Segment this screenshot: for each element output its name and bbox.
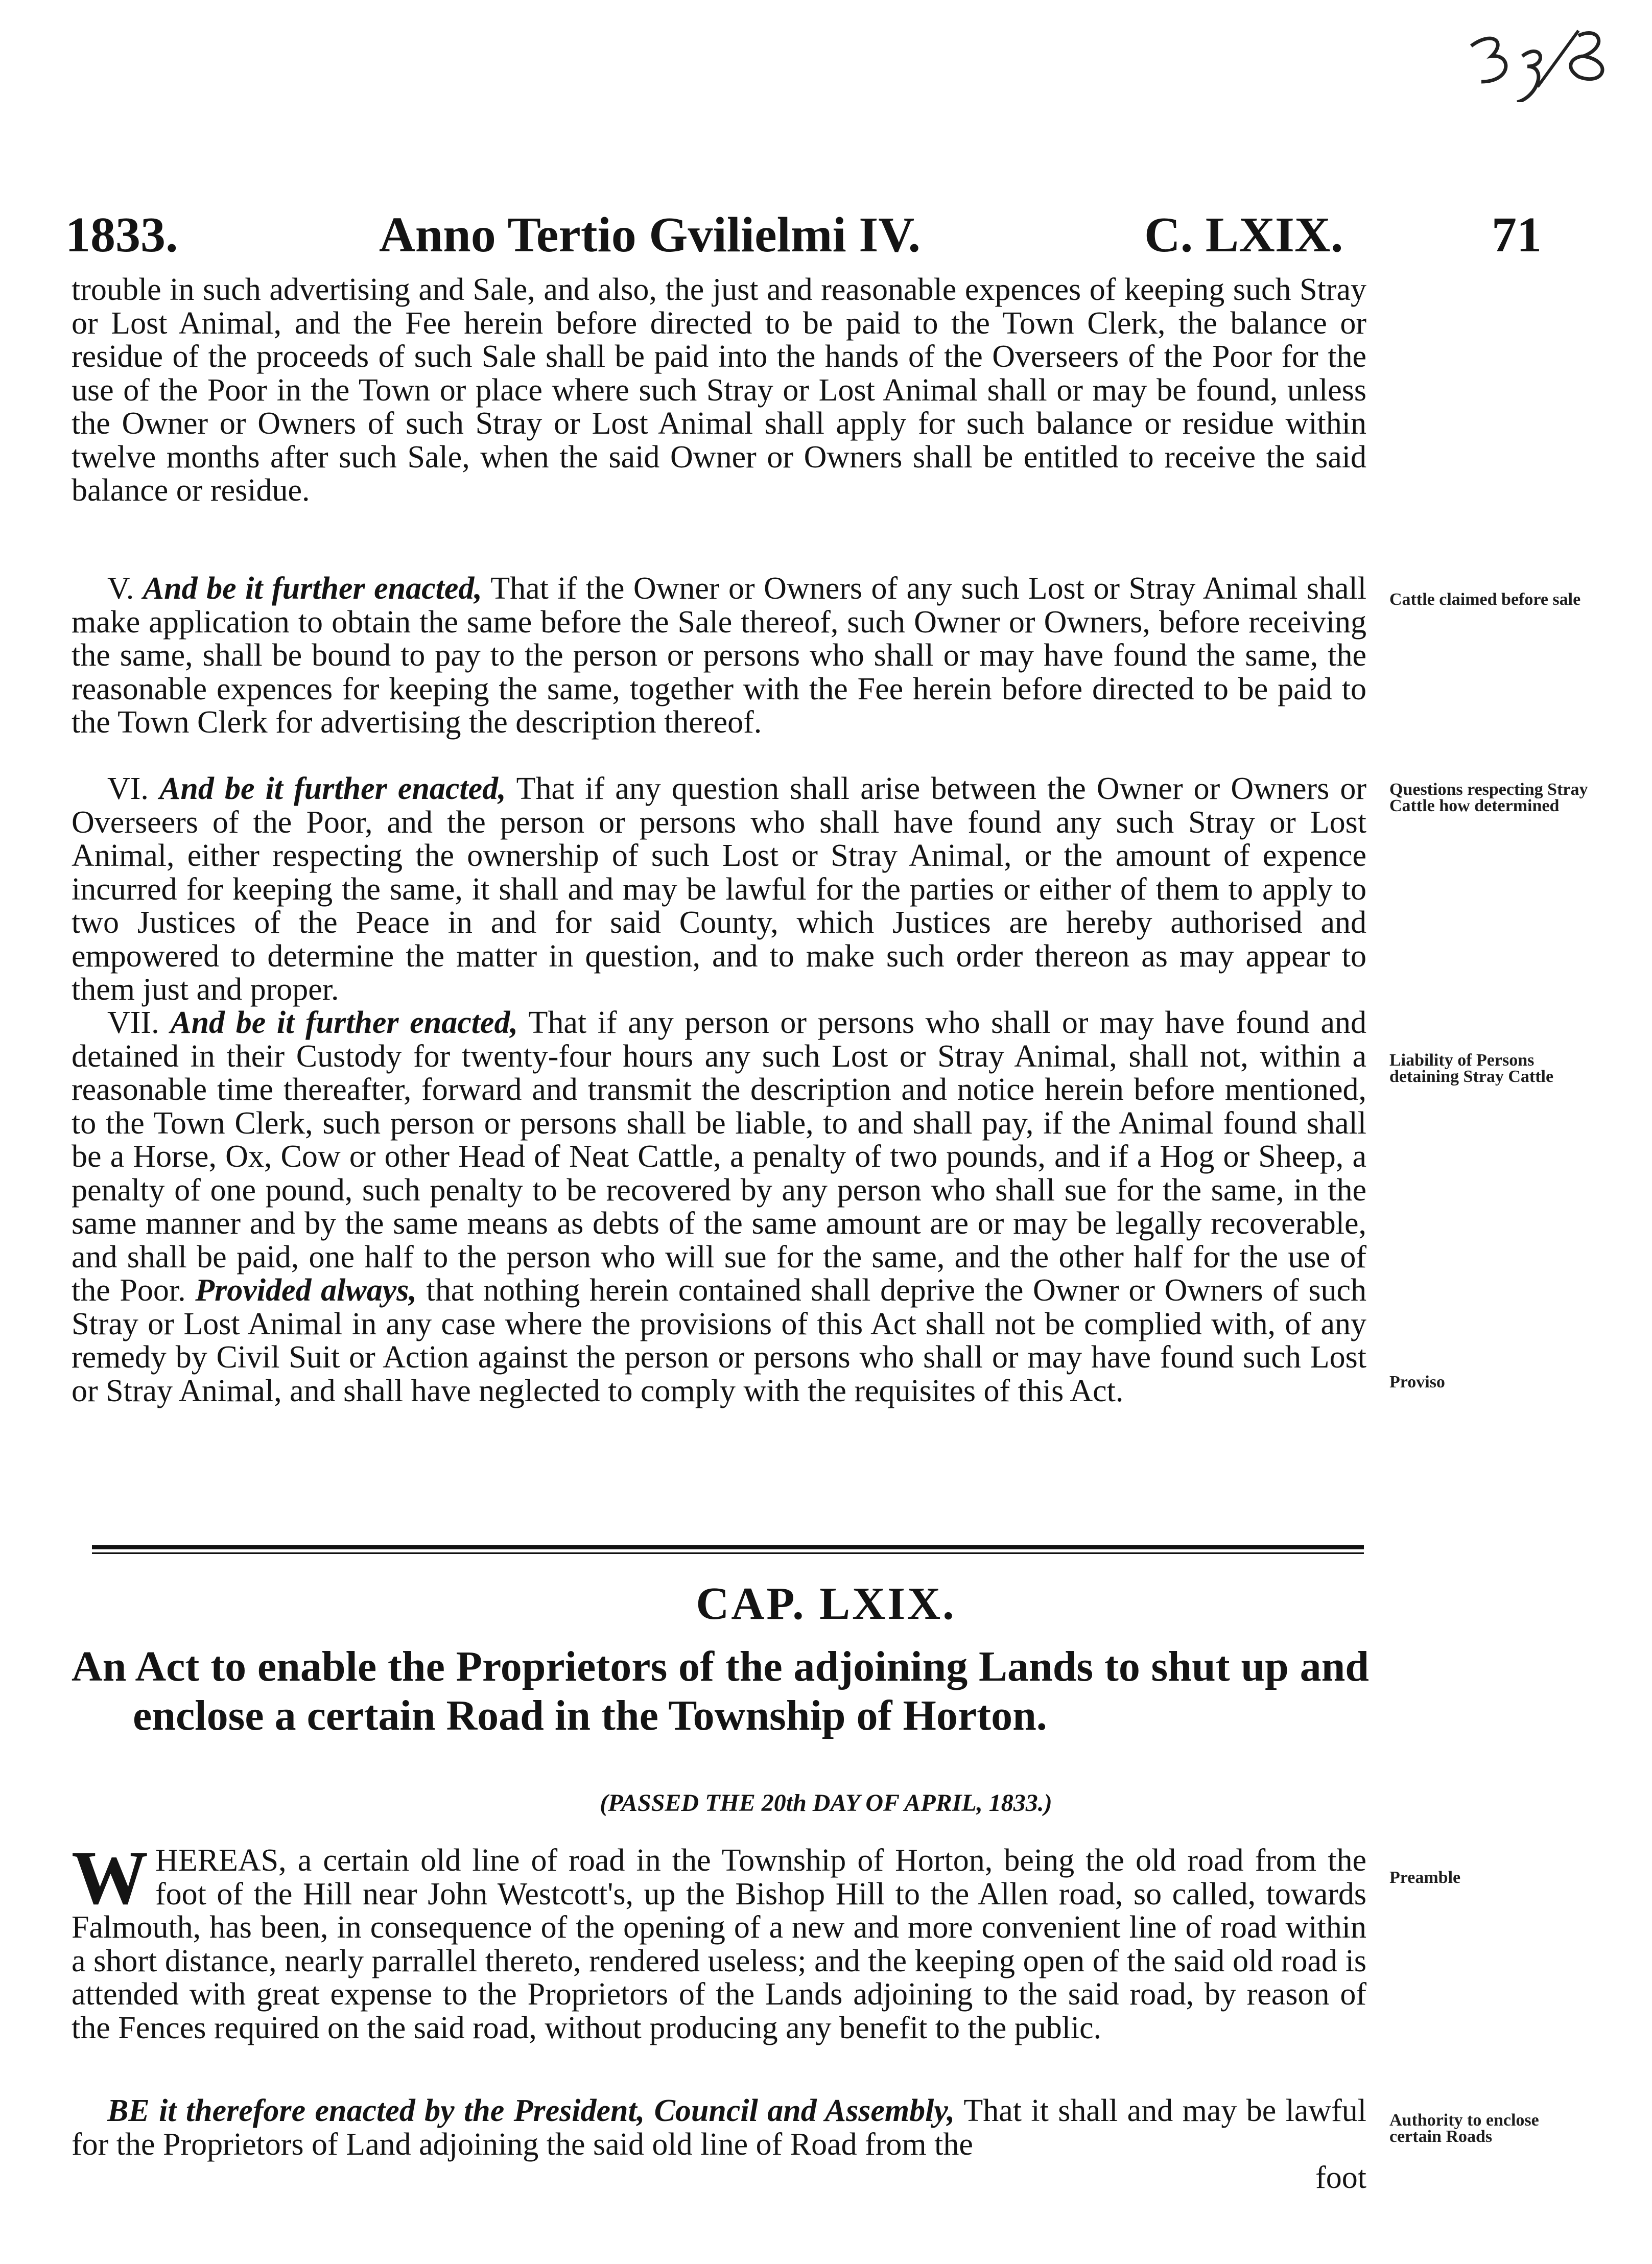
margin-note-proviso: Proviso <box>1389 1373 1445 1392</box>
margin-note-questions: Questions respecting Stray Cattle how determined <box>1389 780 1588 815</box>
section-vi-paragraph <box>72 772 1366 1007</box>
section-vii-number: VII. <box>107 1005 159 1040</box>
continuation-paragraph: trouble in such advertising and Sale, and also, the just and reasonable expences of keeping such Stray or Lost Animal, and the Fee herein before directed to be paid to the Town Clerk, the balance or residue of the proceeds of such Sale shall be paid into the hands of the Overseers of the Poor for the use of the Poor in the Town or place where such Stray or Lost Animal shall or may be found, unless the Owner or Owners of such Stray or Lost Animal shall apply for such balance or residue within twelve months after such Sale, when the said Owner or Owners shall be entitled to receive the said balance or residue. <box>72 272 1366 508</box>
section-vii-text: That if any person or persons who shall or may have found and detained in their Custody for twenty-four hours any such Lost or Stray Animal, shall not, within a reasonable time thereafter, forward and transmit the description and notice herein before mentioned, to the Town Clerk, such person or persons shall be liable, to and shall pay, if the Animal found shall be a Horse, Ox, Cow or other Head of Neat Cattle, a penalty of two pounds, and if a Hog or Sheep, a penalty of one pound, such penalty to be recovered by any person who shall sue for the same, in the same manner and by the same means as debts of the same amount are or may be legally recoverable, and shall be paid, one half to the person who will sue for the same, and the other half for the use of the Poor. <box>72 1005 1366 1308</box>
section-divider-thin <box>92 1552 1364 1554</box>
catchword: foot <box>1315 2160 1366 2195</box>
section-vii <box>72 1006 1366 1408</box>
section-vii-enacting: And be it further enacted, <box>170 1005 518 1040</box>
section-vii-paragraph <box>72 1006 1366 1408</box>
header-chapter: C. LXIX. <box>1144 207 1343 263</box>
chapter-heading: CAP. LXIX. <box>696 1578 956 1629</box>
continuation-block <box>72 273 1366 508</box>
section-v-paragraph <box>72 572 1366 740</box>
enacting-clause-paragraph <box>72 2094 1366 2161</box>
section-vi <box>72 772 1366 1007</box>
preamble-text: HEREAS, a certain old line of road in the Township of Horton, being the old road from the foot of the Hill near John Westcott's, up the Bishop Hill to the Allen road, so called, towards Falmouth, has been, in consequence of the opening of a new and more convenient line of road within a short distance, nearly parrallel thereto, rendered useless; and the keeping open of the said old road is attended with great expense to the Proprietors of the Lands adjoining to the said road, by reason of the Fences required on the said road, without producing any benefit to the public. <box>72 1843 1366 2045</box>
header-running-title: Anno Tertio Gvilielmi IV. <box>379 207 921 263</box>
section-vi-number: VI. <box>107 771 149 806</box>
section-v-text: That if the Owner or Owners of any such Lost or Stray Animal shall make application to obtain the same before the Sale thereof, such Owner or Owners, before receiving the same, shall be bound to pay to the person or persons who shall or may have found the same, the reasonable expences for keeping the same, together with the Fee herein before directed to be paid to the Town Clerk for advertising the description thereof. <box>72 571 1367 740</box>
section-vi-text: That if any question shall arise between the Owner or Owners or Overseers of the Poor, and the person or persons who shall have found any such Stray or Lost Animal, either respecting the ownership of such Lost or Stray Animal, or the amount of expence incurred for keeping the same, it shall and may be lawful for the parties or either of them to apply to two Justices of the Peace in and for said County, which Justices are hereby authorised and empowered to determine the matter in question, and to make such order thereon as may appear to them just and proper. <box>72 771 1367 1007</box>
enacting-clause <box>72 2094 1366 2195</box>
section-v-number: V. <box>107 571 134 606</box>
section-v-enacting: And be it further enacted, <box>143 571 482 606</box>
drop-cap: W <box>72 1835 148 1920</box>
handwritten-folio-number <box>1461 26 1614 102</box>
margin-note-authority: Authority to enclose certain Roads <box>1389 2111 1539 2146</box>
proviso-lead: Provided always, <box>195 1273 417 1308</box>
margin-note-liability: Liability of Persons detaining Stray Cattle <box>1389 1051 1554 1086</box>
enacting-clause-text: That it shall and may be lawful for the Proprietors of Land adjoining the said old line of Road from the <box>72 2093 1366 2162</box>
passed-date: (PASSED THE 20th DAY OF APRIL, 1833.) <box>600 1789 1052 1817</box>
section-vi-enacting: And be it further enacted, <box>159 771 506 806</box>
header-page-number: 71 <box>1492 207 1542 263</box>
enacting-clause-lead: BE it therefore enacted by the President, Council and Assembly, <box>107 2093 955 2128</box>
preamble-paragraph <box>72 1835 1366 2045</box>
margin-note-preamble: Preamble <box>1389 1868 1461 1887</box>
section-v <box>72 572 1366 740</box>
margin-note-cattle-claimed: Cattle claimed before sale <box>1389 590 1581 609</box>
preamble <box>72 1835 1366 2045</box>
page-header <box>0 204 1652 266</box>
header-year: 1833. <box>65 207 178 263</box>
proviso-text: that nothing herein contained shall deprive the Owner or Owners of such Stray or Lost Animal in any case where the provisions of this Act shall not be complied with, of any remedy by Civil Suit or Action against the person or persons who shall or may have found such Lost or Stray Animal, and shall have neglected to comply with the requisites of this Act. <box>72 1273 1367 1408</box>
section-divider-thick <box>92 1545 1364 1549</box>
act-title: An Act to enable the Proprietors of the adjoining Lands to shut up and enclose a certain Road in the Township of Horton. <box>72 1643 1369 1739</box>
